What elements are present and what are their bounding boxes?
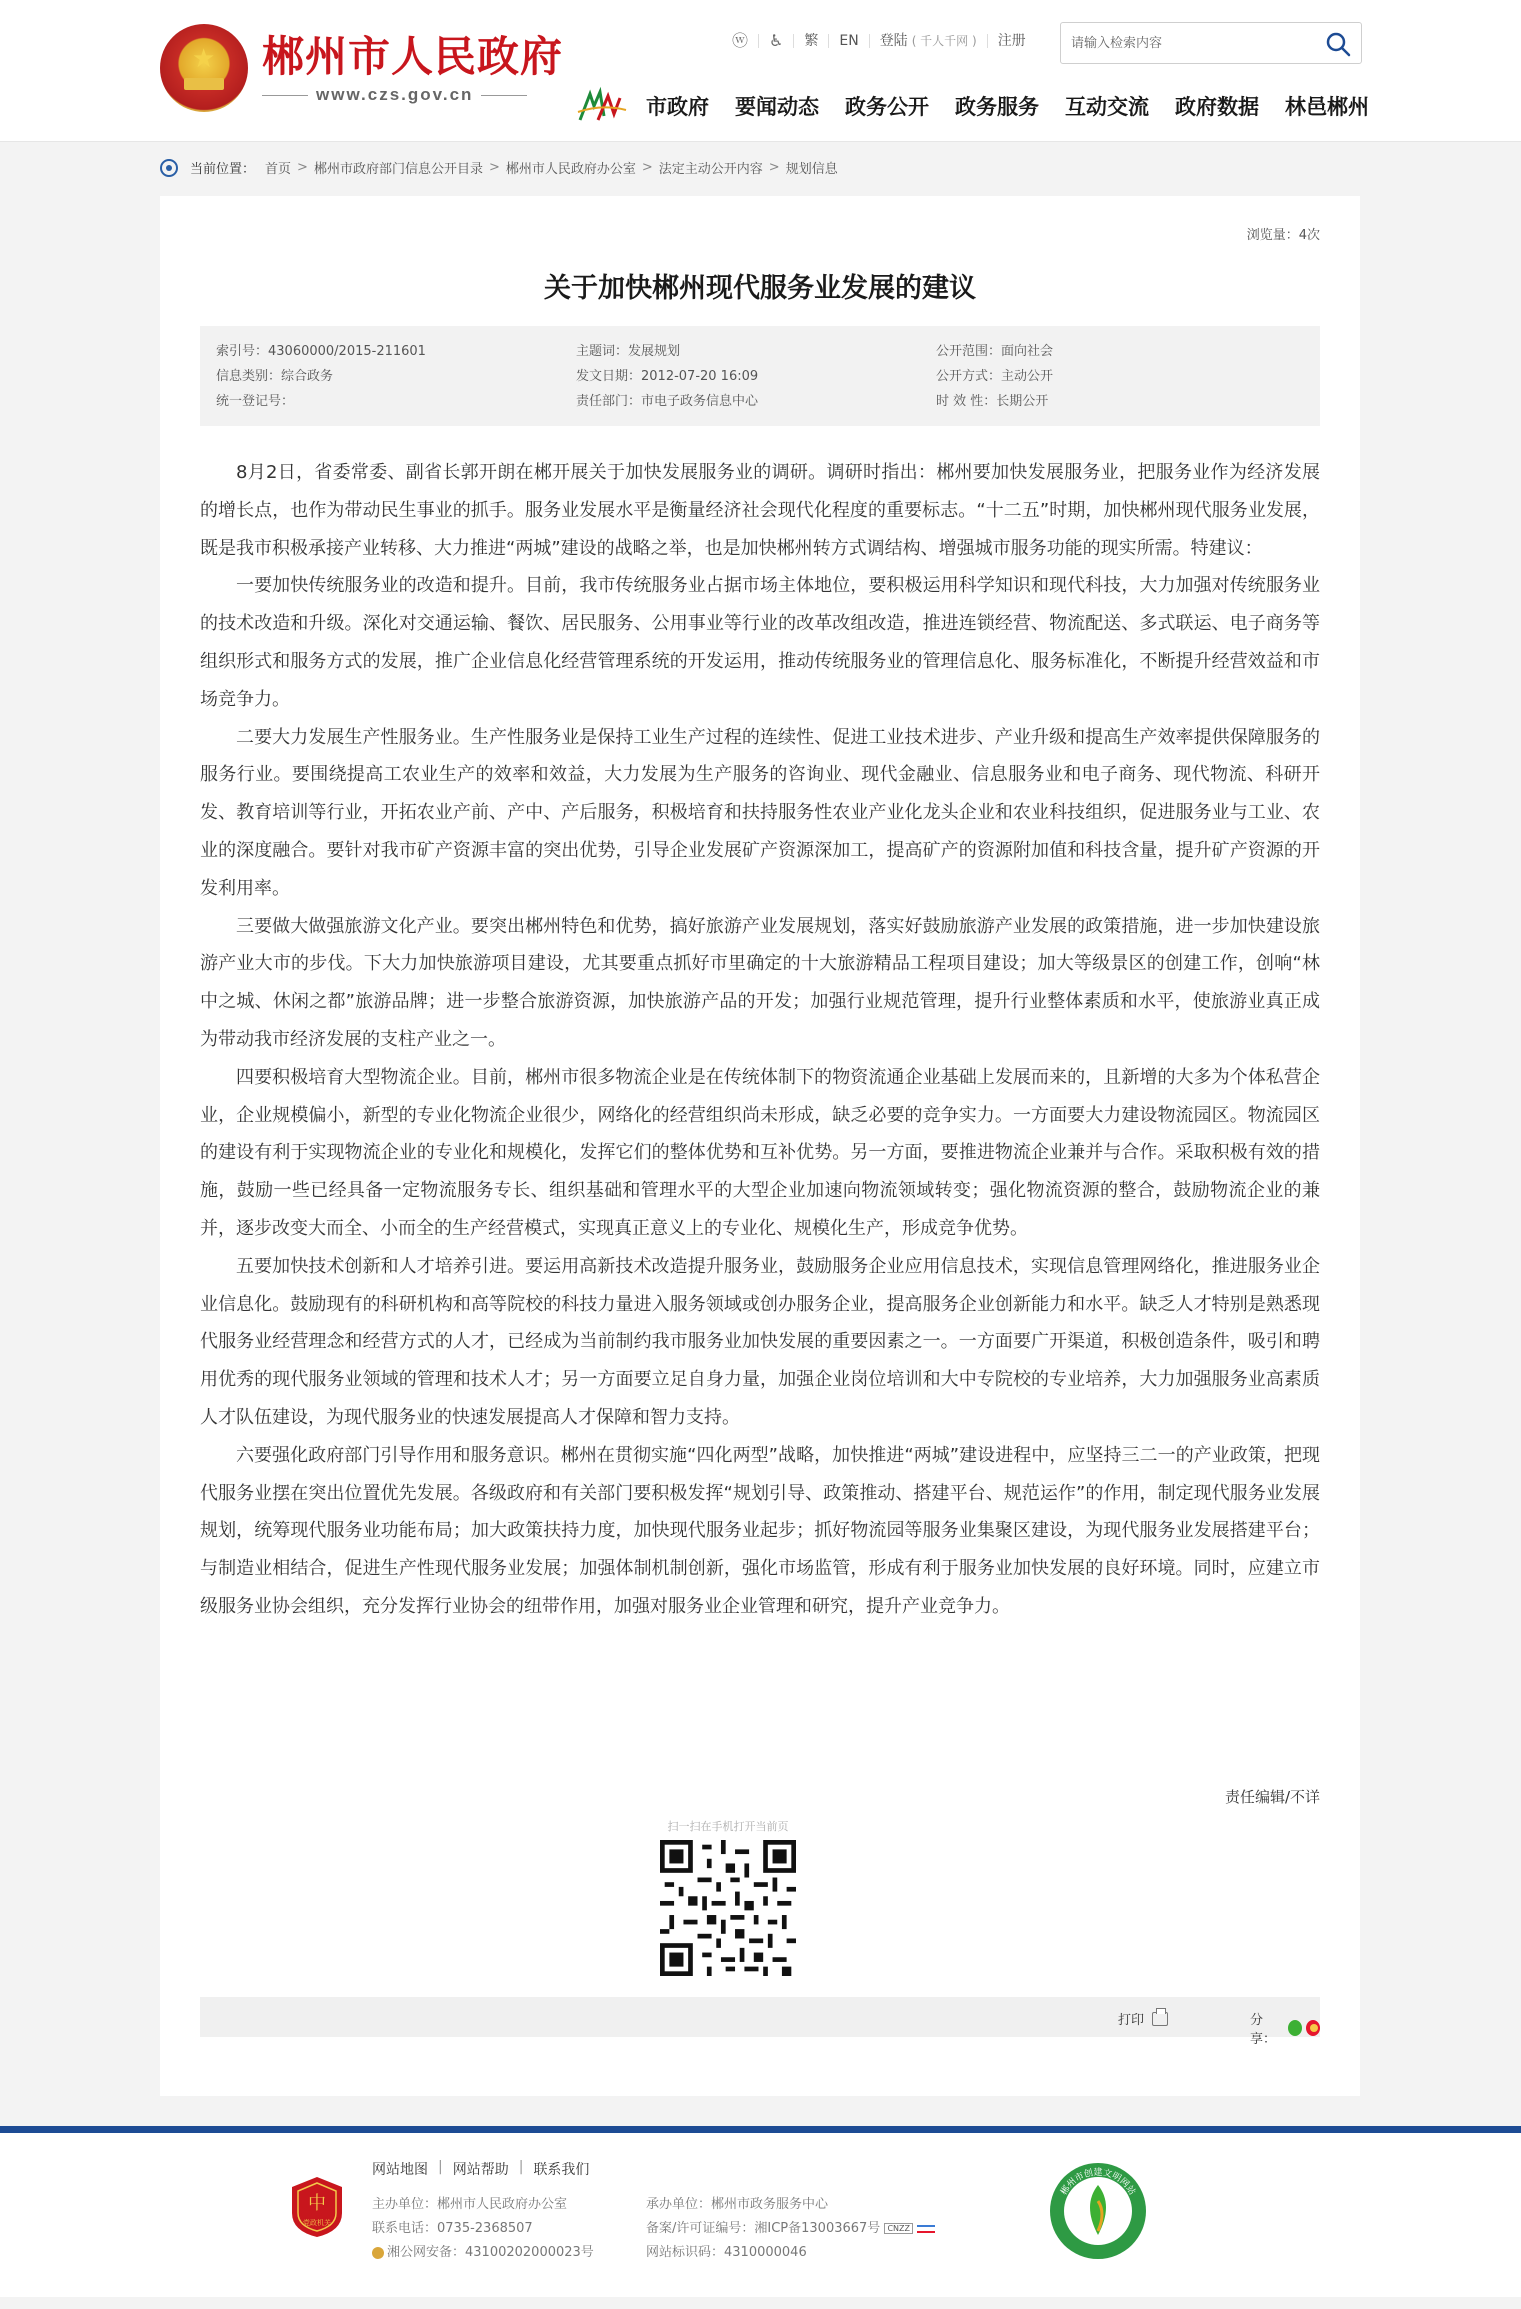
footer-link-sitemap[interactable]: 网站地图 xyxy=(372,2162,428,2178)
accessibility-icon: ⓦ xyxy=(732,31,749,50)
breadcrumb: 当前位置： 首页 > 郴州市政府部门信息公开目录 > 郴州市人民政府办公室 > 法定主动公开内容 > 规划信息 xyxy=(160,158,838,177)
party-government-badge-icon[interactable] xyxy=(290,2175,344,2239)
article-paragraph: 五要加快技术创新和人才培养引进。要运用高新技术改造提升服务业，鼓励服务企业应用信息技术，实现信息管理网络化，推进服务业企业信息化。鼓励现有的科研机构和高等院校的科技力量进入服务领域或创办服务企业，提高服务企业创新能力和水平。缺乏人才特别是熟悉现代服务业经营理念和经营方式的人才，已经成为当前制约我市服务业加快发展的重要因素之一。一方面要广开渠道，积极创造条件，吸引和聘用优秀的现代服务业领域的管理和技术人才；另一方面要立足自身力量，加强企业岗位培训和大中专院校的专业培养，大力加强服务业高素质人才队伍建设，为现代服务业的快速发展提高人才保障和智力支持。 xyxy=(200,1255,1320,1428)
stats-icon[interactable] xyxy=(917,2225,935,2233)
qr-code-icon xyxy=(660,1840,796,1976)
article-title: 关于加快郴州现代服务业发展的建议 xyxy=(544,273,976,304)
qr-section xyxy=(648,1818,808,1980)
breadcrumb-label: 当前位置： xyxy=(190,162,256,177)
qr-caption: 扫一扫在手机打开当前页 xyxy=(667,1820,789,1833)
wechat-icon[interactable] xyxy=(1288,2020,1302,2036)
nav-brand-icon xyxy=(574,86,630,126)
nav-item-government-services[interactable]: 政务服务 xyxy=(955,95,1039,119)
meta-subject: 主题词：发展规划 xyxy=(576,344,681,359)
traditional-chinese-link[interactable]: 繁 xyxy=(794,34,829,48)
article-paragraph: 二要大力发展生产性服务业。生产性服务业是保持工业生产过程的连续性、促进工业技术进步、产业升级和提高生产效率提供保障服务的服务行业。要围绕提高工农业生产的效率和效益，大力发展为生产服务的咨询业、现代金融业、信息服务业和电子商务、现代物流、科研开发、教育培训等行业，开拓农业产前、产中、产后服务，积极培育和扶持服务性农业产业化龙头企业和农业科技组织，促进服务业与工业、农业的深度融合。要针对我市矿产资源丰富的突出优势，引导企业发展矿产资源深加工，提高矿产的资源附加值和科技含量，提升矿产资源的开发利用率。 xyxy=(200,726,1320,899)
register-link[interactable]: 注册 xyxy=(997,33,1026,49)
breadcrumb-item-home[interactable]: 首页 xyxy=(265,162,292,177)
share-bar xyxy=(200,1997,1320,2047)
footer-police-text: 湘公网安备：43100202000023号 xyxy=(387,2245,594,2260)
meta-publish-date: 发文日期：2012-07-20 16:09 xyxy=(576,369,759,384)
wheelchair-button[interactable] xyxy=(759,31,794,50)
nav-item-linyi-chenzhou[interactable]: 林邑郴州 xyxy=(1285,95,1369,119)
civilized-website-seal-icon[interactable] xyxy=(1048,2161,1148,2261)
breadcrumb-item-content[interactable]: 法定主动公开内容 xyxy=(658,162,763,177)
meta-dept: 责任部门：市电子政务信息中心 xyxy=(576,394,759,409)
search-input[interactable] xyxy=(1071,33,1311,53)
login-note: ( 千人千网 ) xyxy=(911,34,977,48)
login-link[interactable] xyxy=(870,34,988,48)
accessibility-button[interactable] xyxy=(722,31,759,50)
footer-icp-text: 备案/许可证编号：湘ICP备13003667号 xyxy=(646,2221,881,2236)
footer-police xyxy=(372,2241,646,2265)
english-link[interactable]: EN xyxy=(829,34,869,48)
site-url: www.czs.gov.cn xyxy=(316,85,474,104)
article-paragraph: 六要强化政府部门引导作用和服务意识。郴州在贯彻实施“四化两型”战略，加快推进“两城”建设进程中，应坚持三二一的产业政策，把现代服务业摆在突出位置优先发展。各级政府和有关部门要积极发挥“规划引导、政策推动、搭建平台、规范运作”的作用，制定现代服务业发展规划，统筹现代服务业功能布局；加大政策扶持力度，加快现代服务业起步；抓好物流园等服务业集聚区建设，为现代服务业发展搭建平台；与制造业相结合，促进生产性现代服务业发展；加强体制机制创新，强化市场监管，形成有利于服务业加快发展的良好环境。同时，应建立市级服务业协会组织，充分发挥行业协会的纽带作用，加强对服务业企业管理和研究，提升产业竞争力。 xyxy=(200,1444,1320,1617)
location-pin-icon xyxy=(160,159,178,177)
police-badge-icon xyxy=(372,2247,384,2259)
site-logo[interactable] xyxy=(160,24,563,112)
weibo-icon[interactable] xyxy=(1306,2020,1320,2036)
footer-divider xyxy=(0,2126,1521,2133)
wheelchair-icon: ♿ xyxy=(769,31,784,50)
meta-validity: 时 效 性：长期公开 xyxy=(936,394,1049,409)
cnzz-icon[interactable]: CNZZ xyxy=(884,2223,913,2234)
svg-text:党政机关: 党政机关 xyxy=(303,2219,331,2227)
search-box xyxy=(1060,22,1362,64)
meta-category: 信息类别：综合政务 xyxy=(216,369,334,384)
print-label: 打印 xyxy=(1118,2013,1145,2028)
nav-item-government-affairs[interactable]: 政务公开 xyxy=(845,95,929,119)
meta-scope: 公开范围：面向社会 xyxy=(936,344,1054,359)
footer-site-id: 网站标识码：4310000046 xyxy=(646,2245,807,2260)
nav-item-news[interactable]: 要闻动态 xyxy=(735,95,819,119)
article-paragraph: 四要积极培育大型物流企业。目前，郴州市很多物流企业是在传统体制下的物资流通企业基础上发展而来的，且新增的大多为个体私营企业，企业规模偏小，新型的专业化物流企业很少，网络化的经营组织尚未形成，缺乏必要的竞争实力。一方面要大力建设物流园区。物流园区的建设有利于实现物流企业的专业化和规模化，发挥它们的整体优势和互补优势。另一方面，要推进物流企业兼并与合作。采取积极有效的措施，鼓励一些已经具备一定物流服务专长、组织基础和管理水平的大型企业加速向物流领域转变；强化物流资源的整合，鼓励物流企业的兼并，逐步改变大而全、小而全的生产经营模式，实现真正意义上的专业化、规模化生产，形成竞争优势。 xyxy=(200,1066,1320,1239)
print-button[interactable] xyxy=(1118,2009,1168,2028)
breadcrumb-item-planning[interactable]: 规划信息 xyxy=(785,162,838,177)
breadcrumb-item-catalog[interactable]: 郴州市政府部门信息公开目录 xyxy=(313,162,483,177)
top-links xyxy=(722,31,1036,50)
footer-links: 网站地图 | 网站帮助 | 联系我们 xyxy=(372,2159,590,2178)
breadcrumb-item-office[interactable]: 郴州市人民政府办公室 xyxy=(505,162,636,177)
nav-item-interaction[interactable]: 互动交流 xyxy=(1065,95,1149,119)
footer-icp xyxy=(646,2217,966,2241)
footer-organizer: 承办单位：郴州市政务服务中心 xyxy=(646,2197,829,2212)
responsible-editor: 责任编辑/不详 xyxy=(1224,1788,1320,1806)
meta-reg-no: 统一登记号： xyxy=(216,394,295,409)
article-paragraph: 三要做大做强旅游文化产业。要突出郴州特色和优势，搞好旅游产业发展规划，落实好鼓励旅游产业发展的政策措施，进一步加快建设旅游产业大市的步伐。下大力加快旅游项目建设，尤其要重点抓好市里确定的十大旅游精品工程项目建设；加大等级景区的创建工作，创响“林中之城、休闲之都”旅游品牌；进一步整合旅游资源，加快旅游产品的开发；加强行业规范管理，提升行业整体素质和水平，使旅游业真正成为带动我市经济发展的支柱产业之一。 xyxy=(200,915,1320,1050)
meta-method: 公开方式：主动公开 xyxy=(936,369,1054,384)
search-icon[interactable] xyxy=(1325,31,1351,57)
article-meta xyxy=(200,326,1320,426)
article-paragraph: 一要加快传统服务业的改造和提升。目前，我市传统服务业占据市场主体地位，要积极运用科学知识和现代科技，大力加强对传统服务业的技术改造和升级。深化对交通运输、餐饮、居民服务、公用事业等行业的改革改组改造，推进连锁经营、物流配送、多式联运、电子商务等组织形式和服务方式的发展，推广企业信息化经营管理系统的开发运用，推动传统服务业的管理信息化、服务标准化，不断提升经营效益和市场竞争力。 xyxy=(200,575,1320,710)
svg-text:中: 中 xyxy=(308,2193,326,2214)
footer-phone: 联系电话：0735-2368507 xyxy=(372,2221,533,2236)
login-label: 登陆 xyxy=(879,33,908,49)
national-emblem-icon: ★ xyxy=(160,24,248,112)
footer-bottom-strip xyxy=(0,2297,1521,2309)
site-header xyxy=(0,0,1521,142)
site-name: 郴州市人民政府 xyxy=(262,32,564,81)
footer-link-contact[interactable]: 联系我们 xyxy=(533,2162,590,2178)
view-count: 浏览量：4次 xyxy=(1246,228,1320,243)
footer-link-help[interactable]: 网站帮助 xyxy=(452,2162,509,2178)
share-group xyxy=(1250,2009,1320,2047)
footer-sponsor: 主办单位：郴州市人民政府办公室 xyxy=(372,2197,568,2212)
meta-index-no: 索引号：43060000/2015-211601 xyxy=(216,344,426,359)
share-label: 分享： xyxy=(1250,2013,1277,2047)
article-paragraph: 8月2日，省委常委、副省长郭开朗在郴开展关于加快发展服务业的调研。调研时指出：郴州要加快发展服务业，把服务业作为经济发展的增长点，也作为带动民生事业的抓手。服务业发展水平是衡量经济社会现代化程度的重要标志。“十二五”时期，加快郴州现代服务业发展，既是我市积极承接产业转移、大力推进“两城”建设的战略之举，也是加快郴州转方式调结构、增强城市服务功能的现实所需。特建议： xyxy=(200,462,1320,559)
svg-text:郴州市创建文明网站: 郴州市创建文明网站 xyxy=(1059,2168,1137,2198)
article-content xyxy=(200,454,1320,1626)
printer-icon xyxy=(1152,2012,1168,2026)
main-nav xyxy=(574,86,1369,126)
footer-info xyxy=(372,2193,966,2265)
site-footer xyxy=(0,2133,1521,2297)
nav-item-government-data[interactable]: 政府数据 xyxy=(1175,95,1259,119)
nav-item-city-government[interactable]: 市政府 xyxy=(646,95,709,119)
article-card xyxy=(160,196,1360,2096)
